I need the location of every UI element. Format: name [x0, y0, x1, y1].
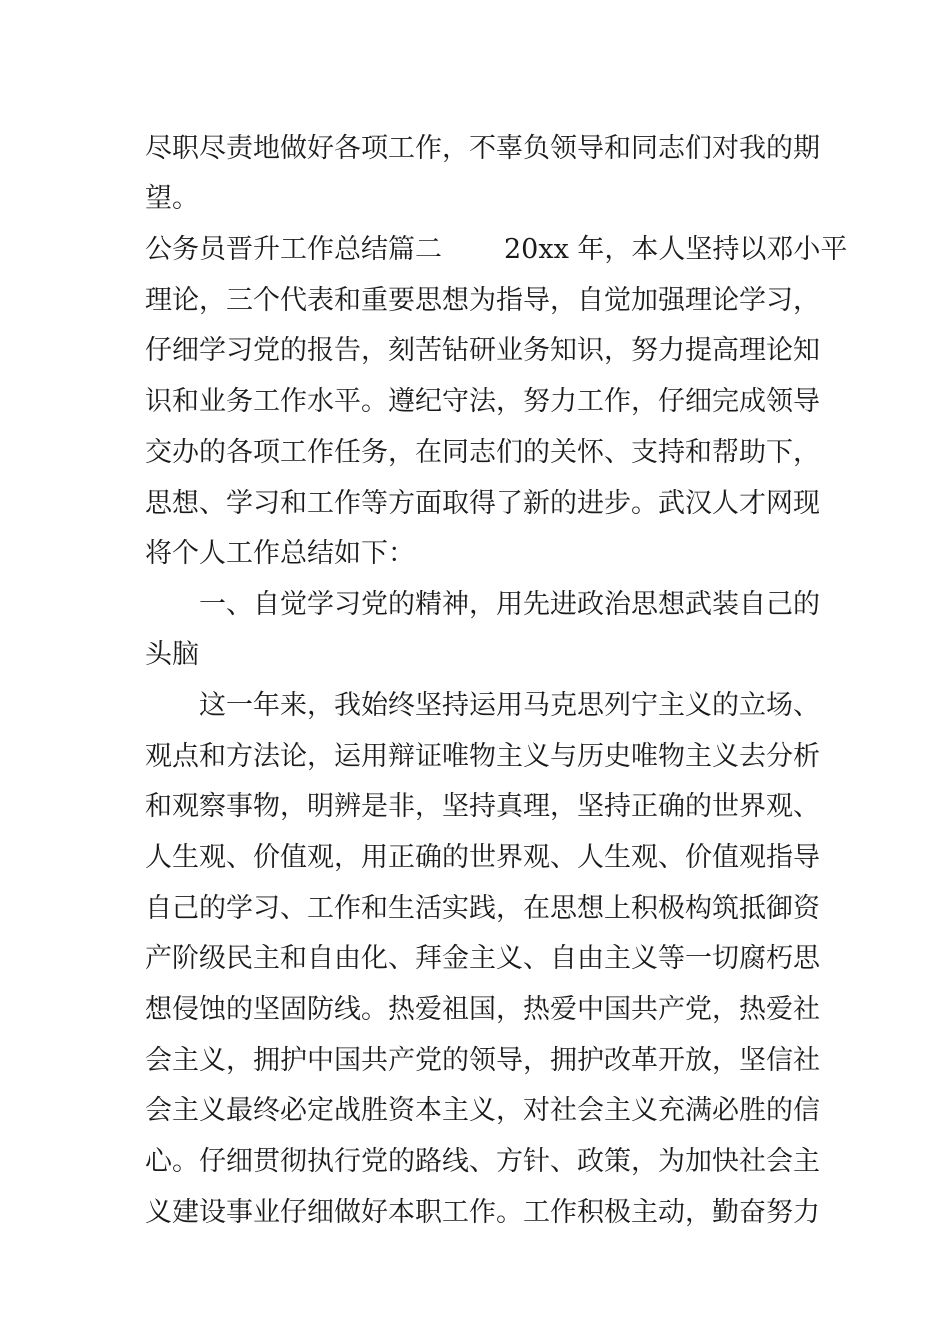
- text-line: 和观察事物，明辨是非，坚持真理，坚持正确的世界观、: [145, 791, 820, 822]
- text-line: 自己的学习、工作和生活实践，在思想上积极构筑抵御资: [145, 893, 820, 924]
- section-heading-line: [145, 232, 847, 268]
- text-line: 将个人工作总结如下：: [145, 538, 415, 569]
- text-line: 头脑: [145, 639, 199, 670]
- text-line: 仔细学习党的报告，刻苦钻研业务知识，努力提高理论知: [145, 335, 820, 366]
- text-line: 产阶级民主和自由化、拜金主义、自由主义等一切腐朽思: [145, 943, 820, 974]
- text-line: 会主义，拥护中国共产党的领导，拥护改革开放，坚信社: [145, 1045, 820, 1076]
- text-line: 心。仔细贯彻执行党的路线、方针、政策，为加快社会主: [145, 1146, 820, 1177]
- text-line: 交办的各项工作任务，在同志们的关怀、支持和帮助下，: [145, 437, 820, 468]
- text-line: 望。: [145, 183, 199, 214]
- text-line: 义建设事业仔细做好本职工作。工作积极主动，勤奋努力: [145, 1197, 820, 1228]
- text-line: 尽职尽责地做好各项工作，不辜负领导和同志们对我的期: [145, 133, 820, 164]
- text-line: 思想、学习和工作等方面取得了新的进步。武汉人才网现: [145, 488, 820, 519]
- text-line: 20xx 年，本人坚持以邓小平: [504, 234, 848, 265]
- text-line: 观点和方法论，运用辩证唯物主义与历史唯物主义去分析: [145, 741, 820, 772]
- text-line: 识和业务工作水平。遵纪守法，努力工作，仔细完成领导: [145, 386, 820, 417]
- paragraph-start-line: 这一年来，我始终坚持运用马克思列宁主义的立场、: [199, 690, 820, 721]
- text-line: 想侵蚀的坚固防线。热爱祖国，热爱中国共产党，热爱社: [145, 994, 820, 1025]
- text-line: 理论，三个代表和重要思想为指导，自觉加强理论学习，: [145, 285, 820, 316]
- text-line: 会主义最终必定战胜资本主义，对社会主义充满必胜的信: [145, 1095, 820, 1126]
- section-heading: 公务员晋升工作总结篇二: [145, 234, 442, 265]
- text-line: 人生观、价值观，用正确的世界观、人生观、价值观指导: [145, 842, 820, 873]
- subheading-line: 一、自觉学习党的精神，用先进政治思想武装自己的: [199, 589, 820, 620]
